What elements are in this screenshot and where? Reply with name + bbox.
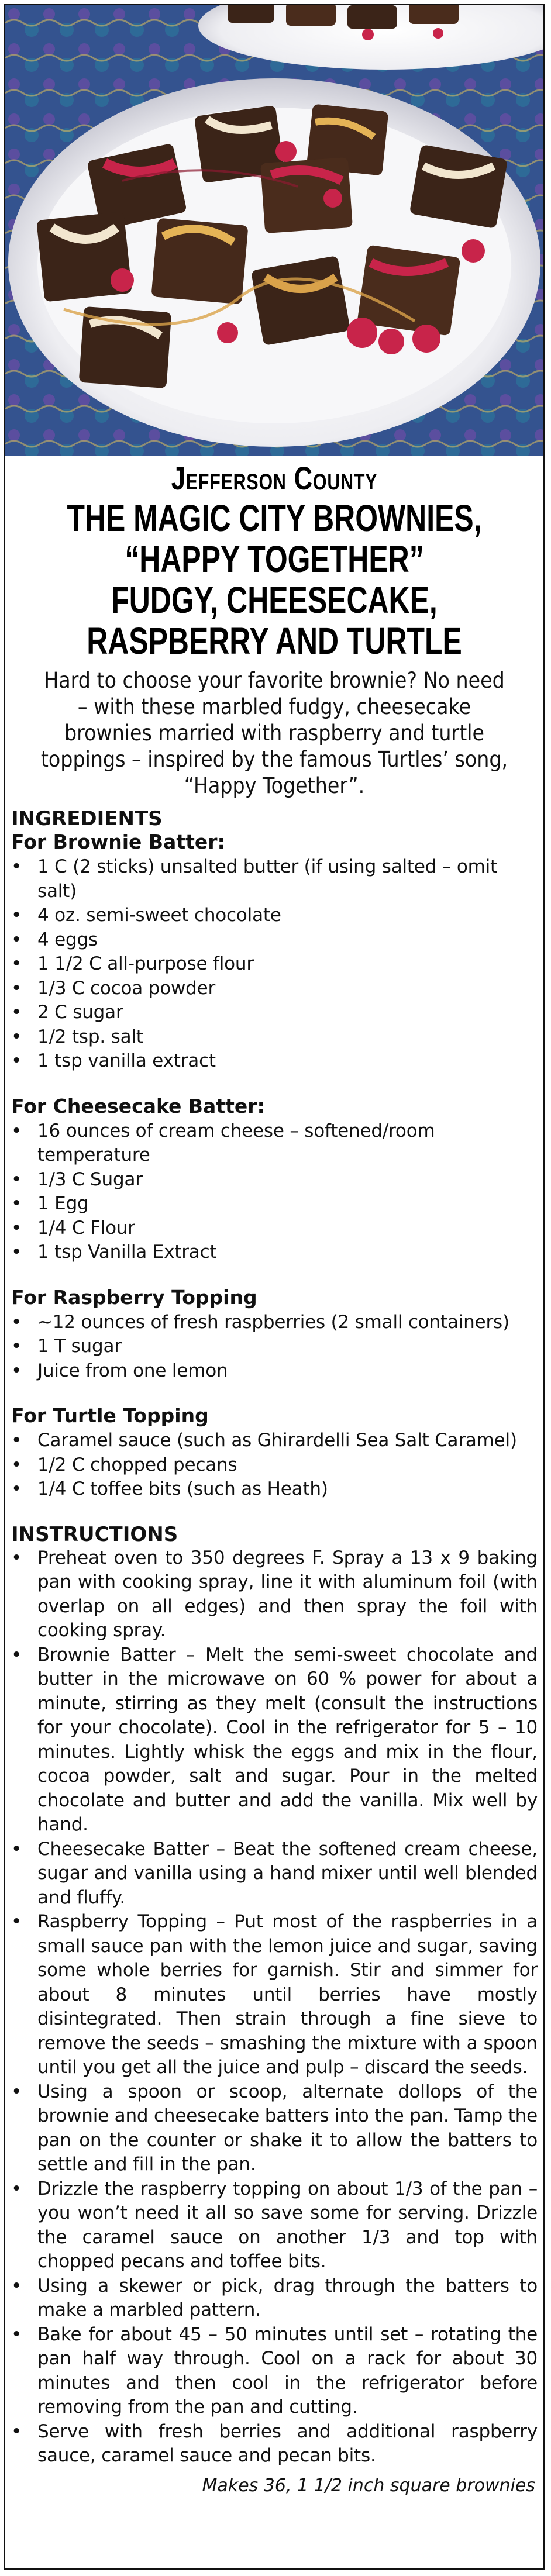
list-item: • 1/2 C chopped pecans [11,1453,538,1478]
brownie-photo [5,5,543,456]
list-item: • 1 1/2 C all-purpose flour [11,952,538,977]
instruction-step: • Drizzle the raspberry topping on about 1/3 of the pan – you won’t need it all so save some for serving. Drizzle the caramel sauce on another 1/3 and top with chopped pecans and toffee bits. [11,2177,538,2274]
list-item: • 1/2 tsp. salt [11,1025,538,1050]
recipe-title-line-3: FUDGY, CHEESECAKE, [111,579,438,621]
cheesecake-batter-list [11,1119,538,1265]
recipe-card [4,4,545,2570]
raspberry-topping-heading: For Raspberry Topping [11,1285,257,1309]
brownie-plate-image [5,5,543,456]
list-item: • 1/4 C toffee bits (such as Heath) [11,1477,538,1502]
list-item: • 1 Egg [11,1192,538,1216]
list-item: • 16 ounces of cream cheese – softened/room temperature [11,1119,538,1168]
recipe-intro: Hard to choose your favorite brownie? No need – with these marbled fudgy, cheesecake brownies married with raspberry and turtle toppings – inspired by the famous Turtles’ song, “Happy Together”. [40,668,508,798]
recipe-title-line-2: “HAPPY TOGETHER” [125,538,424,580]
recipe-title-line-4: RASPBERRY AND TURTLE [87,620,462,662]
list-item: • 4 eggs [11,928,538,953]
list-item: • 2 C sugar [11,1001,538,1025]
brownie-batter-heading: For Brownie Batter: [11,830,225,853]
recipe-body [5,459,543,2496]
instruction-step: • Cheesecake Batter – Beat the softened cream cheese, sugar and vanilla using a hand mixer until well blended and fluffy. [11,1837,538,1911]
list-item: • 1/4 C Flour [11,1216,538,1241]
instruction-step: • Preheat oven to 350 degrees F. Spray a 13 x 9 baking pan with cooking spray, line it with aluminum foil (with overlap on all edges) and then spray the foil with cooking spray. [11,1546,538,1643]
list-item: • 1 C (2 sticks) unsalted butter (if using salted – omit salt) [11,855,538,904]
list-item: • 1 tsp vanilla extract [11,1049,538,1074]
county-name: Jefferson County [171,460,378,496]
list-item: • Caramel sauce (such as Ghirardelli Sea Salt Caramel) [11,1429,538,1453]
instruction-step: • Using a spoon or scoop, alternate dollops of the brownie and cheesecake batters into the pan. Tamp the pan on the counter or shake it to allow the batters to settle and fill in the pan. [11,2080,538,2177]
raspberry-topping-list [11,1311,538,1384]
yield-note: Makes 36, 1 1/2 inch square brownies [202,2475,535,2496]
ingredients-section [5,807,543,1502]
instruction-step: • Using a skewer or pick, drag through the batters to make a marbled pattern. [11,2274,538,2323]
instruction-step: • Serve with fresh berries and additional raspberry sauce, caramel sauce and pecan bits. [11,2420,538,2468]
list-item: • 1 T sugar [11,1334,538,1359]
cheesecake-batter-heading: For Cheesecake Batter: [11,1094,265,1118]
list-item: • ~12 ounces of fresh raspberries (2 small containers) [11,1311,538,1335]
instructions-heading: INSTRUCTIONS [11,1522,178,1546]
list-item: • 1 tsp Vanilla Extract [11,1240,538,1265]
ingredients-heading: INGREDIENTS [11,807,163,830]
turtle-topping-list [11,1429,538,1502]
instructions-list [11,1546,538,2468]
recipe-header [37,459,511,661]
recipe-title-line-1: THE MAGIC CITY BROWNIES, [67,497,482,539]
list-item: • 1/3 C Sugar [11,1168,538,1192]
list-item: • Juice from one lemon [11,1359,538,1384]
brownie-batter-list [11,855,538,1074]
list-item: • 4 oz. semi-sweet chocolate [11,904,538,928]
instruction-step: • Brownie Batter – Melt the semi-sweet chocolate and butter in the microwave on 60 % power for about a minute, stirring as they melt (consult the instructions for your chocolate). Cool in the refrigerator for 5 – 10 minutes. Lightly whisk the eggs and mix in the flour, cocoa powder, salt and sugar. Pour in the melted chocolate and butter and add the vanilla. Mix well by hand. [11,1643,538,1837]
instructions-section [5,1523,543,2468]
list-item: • 1/3 C cocoa powder [11,977,538,1001]
turtle-topping-heading: For Turtle Topping [11,1404,209,1427]
instruction-step: • Raspberry Topping – Put most of the raspberries in a small sauce pan with the lemon juice and sugar, saving some whole berries for garnish. Stir and simmer for about 8 minutes until berries have mostly disintegrated. Then strain through a fine sieve to remove the seeds – smashing the mixture with a spoon until you get all the juice and pulp – discard the seeds. [11,1910,538,2080]
instruction-step: • Bake for about 45 – 50 minutes until set – rotating the pan half way through. Cool on a rack for about 30 minutes and then cool in the refrigerator before removing from the pan and cutting. [11,2323,538,2420]
